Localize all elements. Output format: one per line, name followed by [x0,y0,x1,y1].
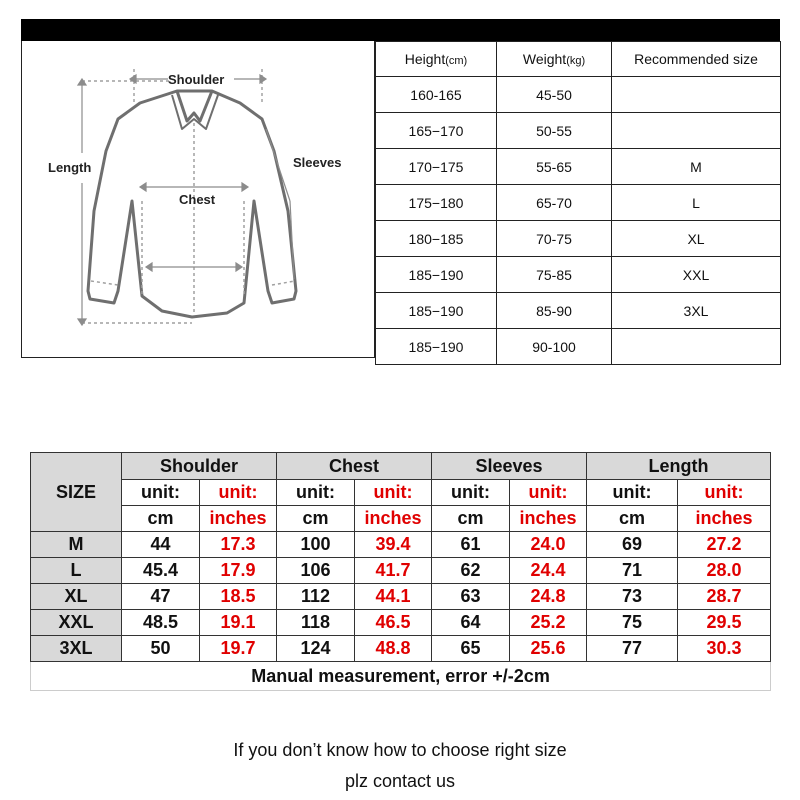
shoulder-cm-cell: 50 [122,636,200,662]
chest-unit-cm: cm [277,506,355,532]
height-cell: 160-165 [376,77,497,113]
chest-unit-label: unit: [277,480,355,506]
sleeves-label: Sleeves [293,155,342,170]
height-cell: 185−190 [376,329,497,365]
weight-cell: 75-85 [497,257,612,293]
shoulder-unit-label: unit: [200,480,277,506]
sleeves-group-header: Sleeves [432,453,587,480]
size-row [31,558,771,584]
height-header: Height(cm) [376,42,497,77]
shoulder-cm-cell: 45.4 [122,558,200,584]
chest-in-cell: 48.8 [355,636,432,662]
shoulder-unit-label: unit: [122,480,200,506]
measurement-note: Manual measurement, error +/-2cm [31,662,771,691]
sleeves-in-cell: 24.0 [510,532,587,558]
weight-cell: 55-65 [497,149,612,185]
shoulder-cm-cell: 48.5 [122,610,200,636]
shoulder-unit-cm: cm [122,506,200,532]
length-in-cell: 28.7 [678,584,771,610]
sleeves-in-cell: 25.2 [510,610,587,636]
sleeves-in-cell: 24.4 [510,558,587,584]
shoulder-group-header: Shoulder [122,453,277,480]
sleeves-in-cell: 24.8 [510,584,587,610]
length-unit-in: inches [678,506,771,532]
length-in-cell: 28.0 [678,558,771,584]
size-row [31,610,771,636]
note-row [31,662,771,691]
recommended-size-header: Recommended size [612,42,781,77]
height-cell: 170−175 [376,149,497,185]
shoulder-in-cell: 18.5 [200,584,277,610]
rec-table-row [376,257,781,293]
height-cell: 185−190 [376,293,497,329]
weight-cell: 65-70 [497,185,612,221]
chest-in-cell: 46.5 [355,610,432,636]
length-cm-cell: 75 [587,610,678,636]
sleeves-cm-cell: 64 [432,610,510,636]
sleeves-in-cell: 25.6 [510,636,587,662]
length-unit-label: unit: [678,480,771,506]
chest-in-cell: 44.1 [355,584,432,610]
shoulder-cm-cell: 44 [122,532,200,558]
size-row [31,532,771,558]
sleeves-unit-label: unit: [432,480,510,506]
chest-cm-cell: 112 [277,584,355,610]
shoulder-in-cell: 19.1 [200,610,277,636]
rec-table-row [376,185,781,221]
chest-label: Chest [179,192,216,207]
shoulder-unit-in: inches [200,506,277,532]
weight-cell: 85-90 [497,293,612,329]
footer-contact: plz contact us [344,771,456,791]
size-header: SIZE [31,453,122,532]
recommended-size-table [375,41,781,365]
height-cell: 165−170 [376,113,497,149]
rec-table-row [376,149,781,185]
height-cell: 185−190 [376,257,497,293]
length-cm-cell: 77 [587,636,678,662]
length-in-cell: 29.5 [678,610,771,636]
shoulder-in-cell: 19.7 [200,636,277,662]
rec-table-row [376,221,781,257]
size-name-cell: XXL [31,610,122,636]
size-name-cell: L [31,558,122,584]
weight-cell: 70-75 [497,221,612,257]
weight-cell: 45-50 [497,77,612,113]
chest-cm-cell: 106 [277,558,355,584]
rec-table-header [376,42,781,77]
length-in-cell: 27.2 [678,532,771,558]
length-cm-cell: 71 [587,558,678,584]
size-name-cell: XL [31,584,122,610]
chest-cm-cell: 118 [277,610,355,636]
sleeves-unit-cm: cm [432,506,510,532]
weight-cell: 50-55 [497,113,612,149]
length-in-cell: 30.3 [678,636,771,662]
shoulder-label: Shoulder [168,72,225,87]
height-cell: 180−185 [376,221,497,257]
unit-name-row [31,506,771,532]
sleeves-cm-cell: 61 [432,532,510,558]
group-header-row [31,453,771,480]
recommended-size-cell [612,329,781,365]
size-name-cell: 3XL [31,636,122,662]
recommended-size-cell: 3XL [612,293,781,329]
length-group-header: Length [587,453,771,480]
weight-header: Weight(kg) [497,42,612,77]
size-measurement-table [30,452,771,691]
rec-table-row [376,329,781,365]
length-cm-cell: 73 [587,584,678,610]
recommended-size-cell [612,77,781,113]
weight-cell: 90-100 [497,329,612,365]
sleeves-cm-cell: 65 [432,636,510,662]
size-row [31,636,771,662]
recommended-size-cell: XL [612,221,781,257]
chest-unit-in: inches [355,506,432,532]
sleeves-unit-label: unit: [510,480,587,506]
recommended-size-cell: L [612,185,781,221]
shoulder-cm-cell: 47 [122,584,200,610]
shoulder-in-cell: 17.9 [200,558,277,584]
sleeves-unit-in: inches [510,506,587,532]
unit-label-row [31,480,771,506]
length-cm-cell: 69 [587,532,678,558]
chest-cm-cell: 100 [277,532,355,558]
size-row [31,584,771,610]
length-unit-label: unit: [587,480,678,506]
shirt-measurement-diagram [21,41,375,358]
shoulder-in-cell: 17.3 [200,532,277,558]
footer-size-help: If you don’t know how to choose right size [233,740,567,760]
rec-table-row [376,293,781,329]
chest-in-cell: 39.4 [355,532,432,558]
chest-unit-label: unit: [355,480,432,506]
length-label: Length [48,160,92,175]
rec-table-row [376,77,781,113]
length-unit-cm: cm [587,506,678,532]
recommended-size-cell: XXL [612,257,781,293]
chest-in-cell: 41.7 [355,558,432,584]
sleeves-cm-cell: 62 [432,558,510,584]
top-banner-bar [21,19,780,41]
chest-group-header: Chest [277,453,432,480]
sleeves-cm-cell: 63 [432,584,510,610]
chest-cm-cell: 124 [277,636,355,662]
recommended-size-cell: M [612,149,781,185]
height-cell: 175−180 [376,185,497,221]
recommended-size-cell [612,113,781,149]
size-name-cell: M [31,532,122,558]
rec-table-row [376,113,781,149]
